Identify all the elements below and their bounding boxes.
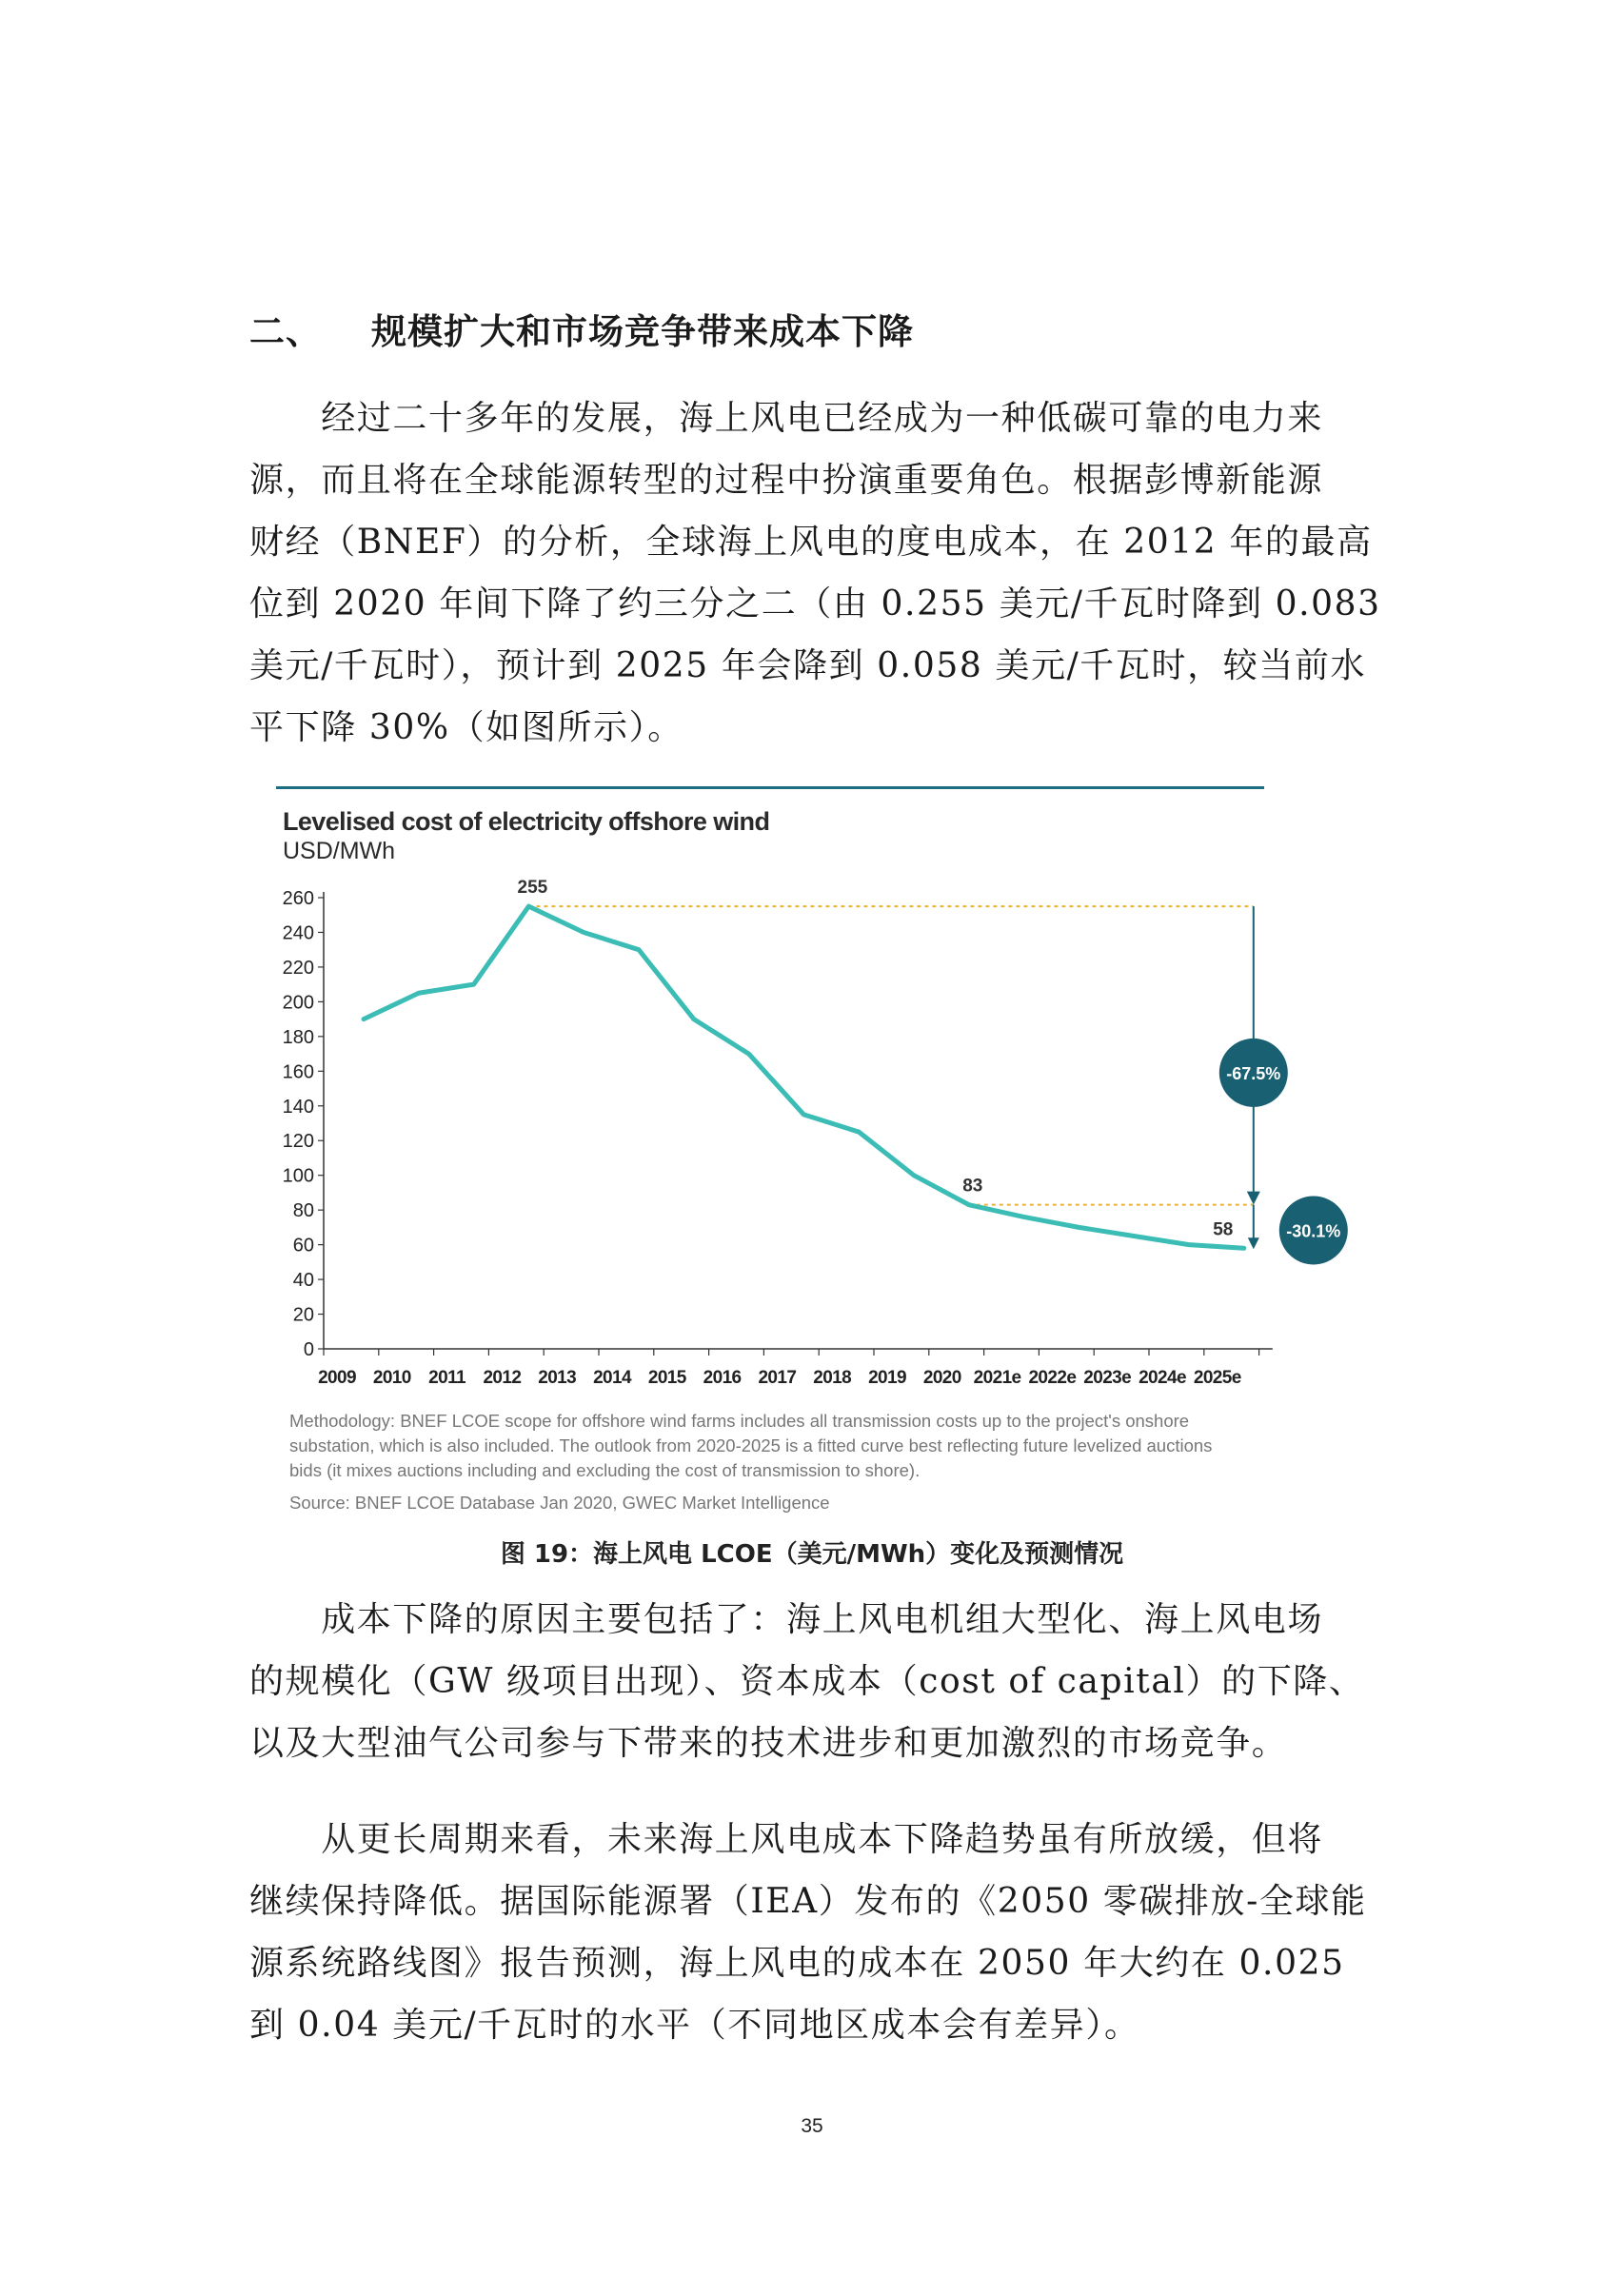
x-tick-label: 2009 [318,1368,356,1388]
data-point [582,930,585,934]
paragraph-line: 的规模化（GW 级项目出现）、资本成本（cost of capital）的下降、 [249,1662,1365,1701]
paragraph-line: 平下降 30%（如图所示）。 [249,708,683,747]
data-point [967,1203,971,1207]
badge-label: -30.1% [1286,1221,1341,1241]
chart-title: Levelised cost of electricity offshore wind [283,807,770,836]
methodology-line: Methodology: BNEF LCOE scope for offshore wind farms includes all transmission costs up to the project's onshore [289,1411,1190,1431]
x-tick-label: 2016 [703,1368,742,1388]
paragraph-1 [249,387,1384,759]
chart-methodology [289,1409,1298,1483]
paragraph-line: 源，而且将在全球能源转型的过程中扮演重要角色。根据彭博新能源 [249,461,1324,500]
x-tick-label: 2019 [868,1368,906,1388]
paragraph-line: 美元/千瓦时），预计到 2025 年会降到 0.058 美元/千瓦时，较当前水 [249,646,1367,685]
section-heading [249,303,914,354]
paragraph-line: 成本下降的原因主要包括了：海上风电机组大型化、海上风电场 [249,1600,1324,1639]
lcoe-chart [276,786,1341,1395]
data-label: 255 [517,878,548,899]
data-point [637,948,641,952]
y-tick-label: 240 [282,922,314,944]
y-tick-label: 180 [282,1026,314,1048]
methodology-line: bids (it mixes auctions including and excluding the cost of transmission to shore). [289,1460,921,1480]
x-tick-label: 2022e [1028,1368,1077,1388]
y-tick-label: 20 [292,1304,314,1326]
data-point [1242,1246,1246,1250]
paragraph-line: 继续保持降低。据国际能源署（IEA）发布的《2050 零碳排放-全球能 [249,1882,1367,1921]
arrow-head-1 [1247,1192,1260,1205]
data-point [802,1113,805,1117]
y-tick-label: 140 [282,1096,314,1118]
x-tick-label: 2021e [973,1368,1021,1388]
x-tick-label: 2024e [1139,1368,1186,1388]
data-point [692,1018,696,1021]
data-point [857,1130,861,1134]
data-point [1132,1235,1136,1238]
x-tick-label: 2023e [1083,1368,1132,1388]
y-tick-label: 120 [282,1131,314,1153]
x-tick-label: 2010 [372,1368,411,1388]
data-point [1187,1243,1191,1247]
y-tick-label: 260 [282,888,314,909]
y-tick-label: 160 [282,1061,314,1083]
data-point [362,1018,366,1021]
x-tick-label: 2015 [647,1368,686,1388]
data-point [526,904,530,908]
paragraph-2 [249,1589,1384,1774]
paragraph-line: 以及大型油气公司参与下带来的技术进步和更加激烈的市场竞争。 [249,1724,1288,1763]
paragraph-line: 到 0.04 美元/千瓦时的水平（不同地区成本会有差异）。 [249,2006,1140,2045]
y-tick-label: 80 [292,1200,314,1222]
data-point [1077,1225,1080,1229]
data-point [912,1174,916,1178]
badge-label: -67.5% [1226,1063,1281,1083]
y-tick-label: 60 [292,1235,314,1257]
y-tick-label: 40 [292,1270,314,1292]
data-label: 58 [1213,1219,1234,1240]
data-point [1022,1215,1026,1218]
paragraph-line: 财经（BNEF）的分析，全球海上风电的度电成本，在 2012 年的最高 [249,523,1373,562]
lcoe-figure [276,786,1341,1538]
paragraph-line: 从更长周期来看，未来海上风电成本下降趋势虽有所放缓，但将 [249,1820,1324,1859]
figure-caption: 图 19：海上风电 LCOE（美元/MWh）变化及预测情况 [500,1540,1124,1569]
paragraph-line: 经过二十多年的发展，海上风电已经成为一种低碳可靠的电力来 [249,399,1324,438]
chart-y-unit: USD/MWh [283,838,396,864]
x-tick-label: 2011 [428,1368,466,1388]
data-point [472,982,476,986]
x-tick-label: 2020 [922,1368,961,1388]
page-number: 35 [801,2115,823,2137]
y-tick-label: 100 [282,1165,314,1187]
data-point [417,991,421,995]
x-tick-label: 2013 [538,1368,577,1388]
section-number: 二、 [249,311,322,352]
x-tick-label: 2018 [813,1368,852,1388]
y-tick-label: 0 [303,1339,314,1360]
paragraph-line: 源系统路线图》报告预测，海上风电的成本在 2050 年大约在 0.025 [249,1944,1345,1983]
x-tick-label: 2012 [483,1368,522,1388]
section-title: 规模扩大和市场竞争带来成本下降 [371,311,914,352]
series-line [364,906,1244,1248]
x-tick-label: 2025e [1193,1368,1241,1388]
paragraph-3 [249,1809,1384,2056]
x-tick-label: 2014 [593,1368,631,1388]
methodology-line: substation, which is also included. The outlook from 2020-2025 is a fitted curve best reflecting future levelized auctions [289,1435,1213,1455]
chart-source: Source: BNEF LCOE Database Jan 2020, GWEC Market Intelligence [289,1493,830,1513]
y-tick-label: 220 [282,957,314,979]
arrow-head-2 [1248,1237,1259,1249]
data-label: 83 [962,1176,983,1197]
data-point [747,1052,751,1056]
paragraph-line: 位到 2020 年间下降了约三分之二（由 0.255 美元/千瓦时降到 0.083 [249,584,1381,623]
x-tick-label: 2017 [758,1368,797,1388]
y-tick-label: 200 [282,992,314,1014]
